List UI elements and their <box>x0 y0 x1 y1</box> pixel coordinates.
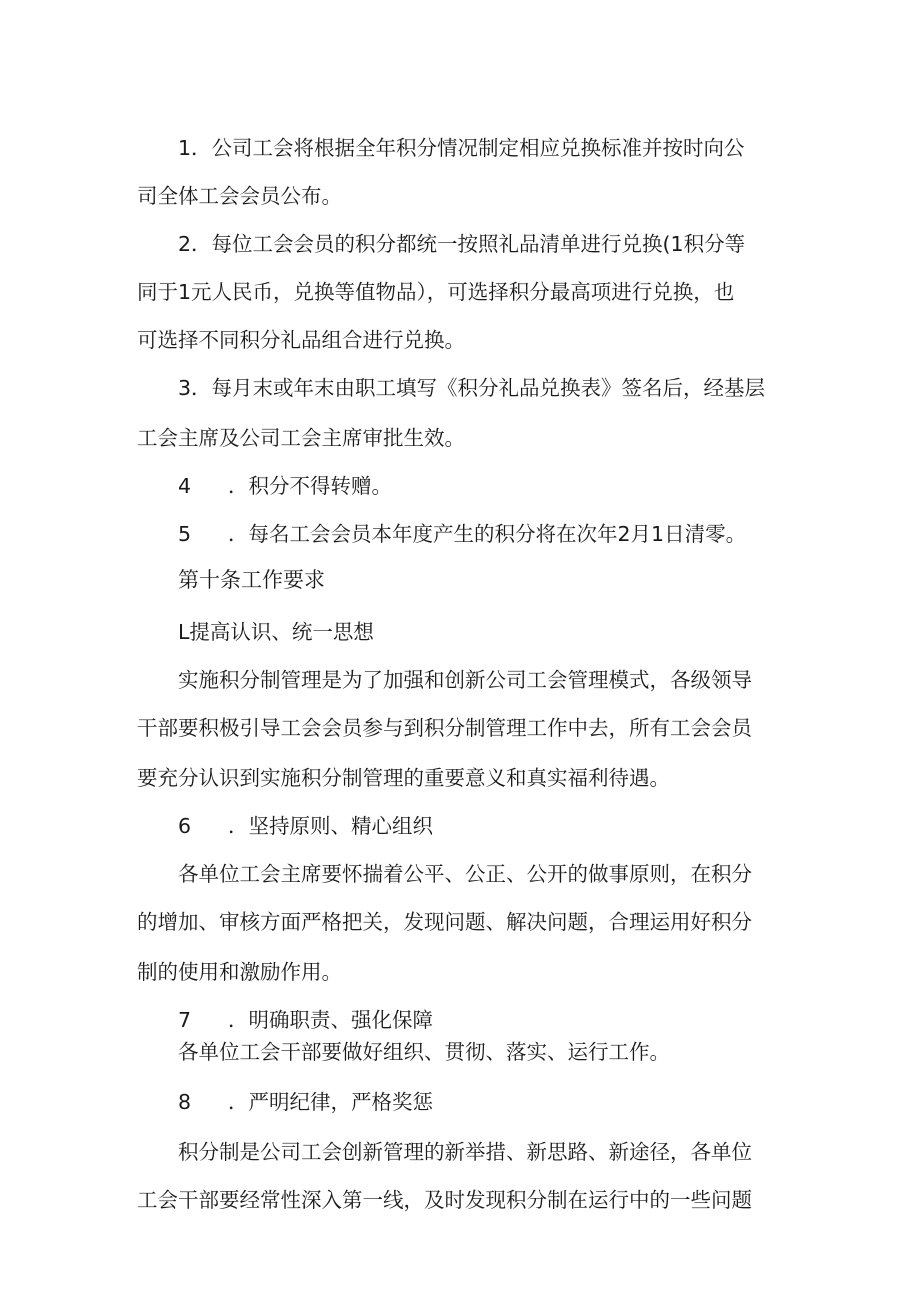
paragraph-4-line-2: 工会干部要经常性深入第一线，及时发现积分制在运行中的一些问题 <box>137 1188 752 1212</box>
paragraph-2-line-1: 各单位工会主席要怀揣着公平、公正、公开的做事原则，在积分 <box>178 862 752 886</box>
subheading-6-text: ．坚持原则、精心组织 <box>228 814 433 838</box>
subheading-8-number: 8 <box>178 1090 192 1114</box>
subheading-7-number: 7 <box>178 1008 192 1032</box>
item-4-number: 4 <box>178 474 192 498</box>
subheading-7 <box>178 1006 433 1034</box>
item-5 <box>178 520 746 548</box>
item-1-line-1: 1．公司工会将根据全年积分情况制定相应兑换标准并按时向公 <box>178 136 745 160</box>
subheading-6-number: 6 <box>178 814 192 838</box>
section-heading: 第十条工作要求 <box>178 568 325 592</box>
item-2-line-2: 同于1元人民币，兑换等值物品），可选择积分最高项进行兑换，也 <box>137 280 735 304</box>
paragraph-3-line-1: 各单位工会干部要做好组织、贯彻、落实、运行工作。 <box>178 1040 670 1064</box>
item-3-line-2: 工会主席及公司工会主席审批生效。 <box>137 426 465 450</box>
item-2-line-1: 2．每位工会会员的积分都统一按照礼品清单进行兑换(1积分等 <box>178 232 746 256</box>
item-4-text: ．积分不得转赠。 <box>228 474 392 498</box>
item-1-line-2: 司全体工会会员公布。 <box>137 184 342 208</box>
item-5-number: 5 <box>178 522 192 546</box>
item-2-line-3: 可选择不同积分礼品组合进行兑换。 <box>137 328 465 352</box>
paragraph-2-line-3: 制的使用和激励作用。 <box>137 960 342 984</box>
subheading-1: L提高认识、统一思想 <box>178 620 374 644</box>
subheading-8-text: ．严明纪律，严格奖惩 <box>228 1090 433 1114</box>
paragraph-1-line-2: 干部要积极引导工会会员参与到积分制管理工作中去，所有工会会员 <box>137 716 752 740</box>
subheading-7-text: ．明确职责、强化保障 <box>228 1008 433 1032</box>
paragraph-4-line-1: 积分制是公司工会创新管理的新举措、新思路、新途径，各单位 <box>178 1140 752 1164</box>
paragraph-1-line-3: 要充分认识到实施积分制管理的重要意义和真实福利待遇。 <box>137 766 670 790</box>
paragraph-1-line-1: 实施积分制管理是为了加强和创新公司工会管理模式，各级领导 <box>178 668 752 692</box>
item-3-line-1: 3．每月末或年末由职工填写《积分礼品兑换表》签名后，经基层 <box>178 376 766 400</box>
item-4 <box>178 472 392 500</box>
item-5-text: ．每名工会会员本年度产生的积分将在次年2月1日清零。 <box>228 522 747 546</box>
subheading-8 <box>178 1088 433 1116</box>
subheading-6 <box>178 812 433 840</box>
paragraph-2-line-2: 的增加、审核方面严格把关，发现问题、解决问题，合理运用好积分 <box>137 910 752 934</box>
